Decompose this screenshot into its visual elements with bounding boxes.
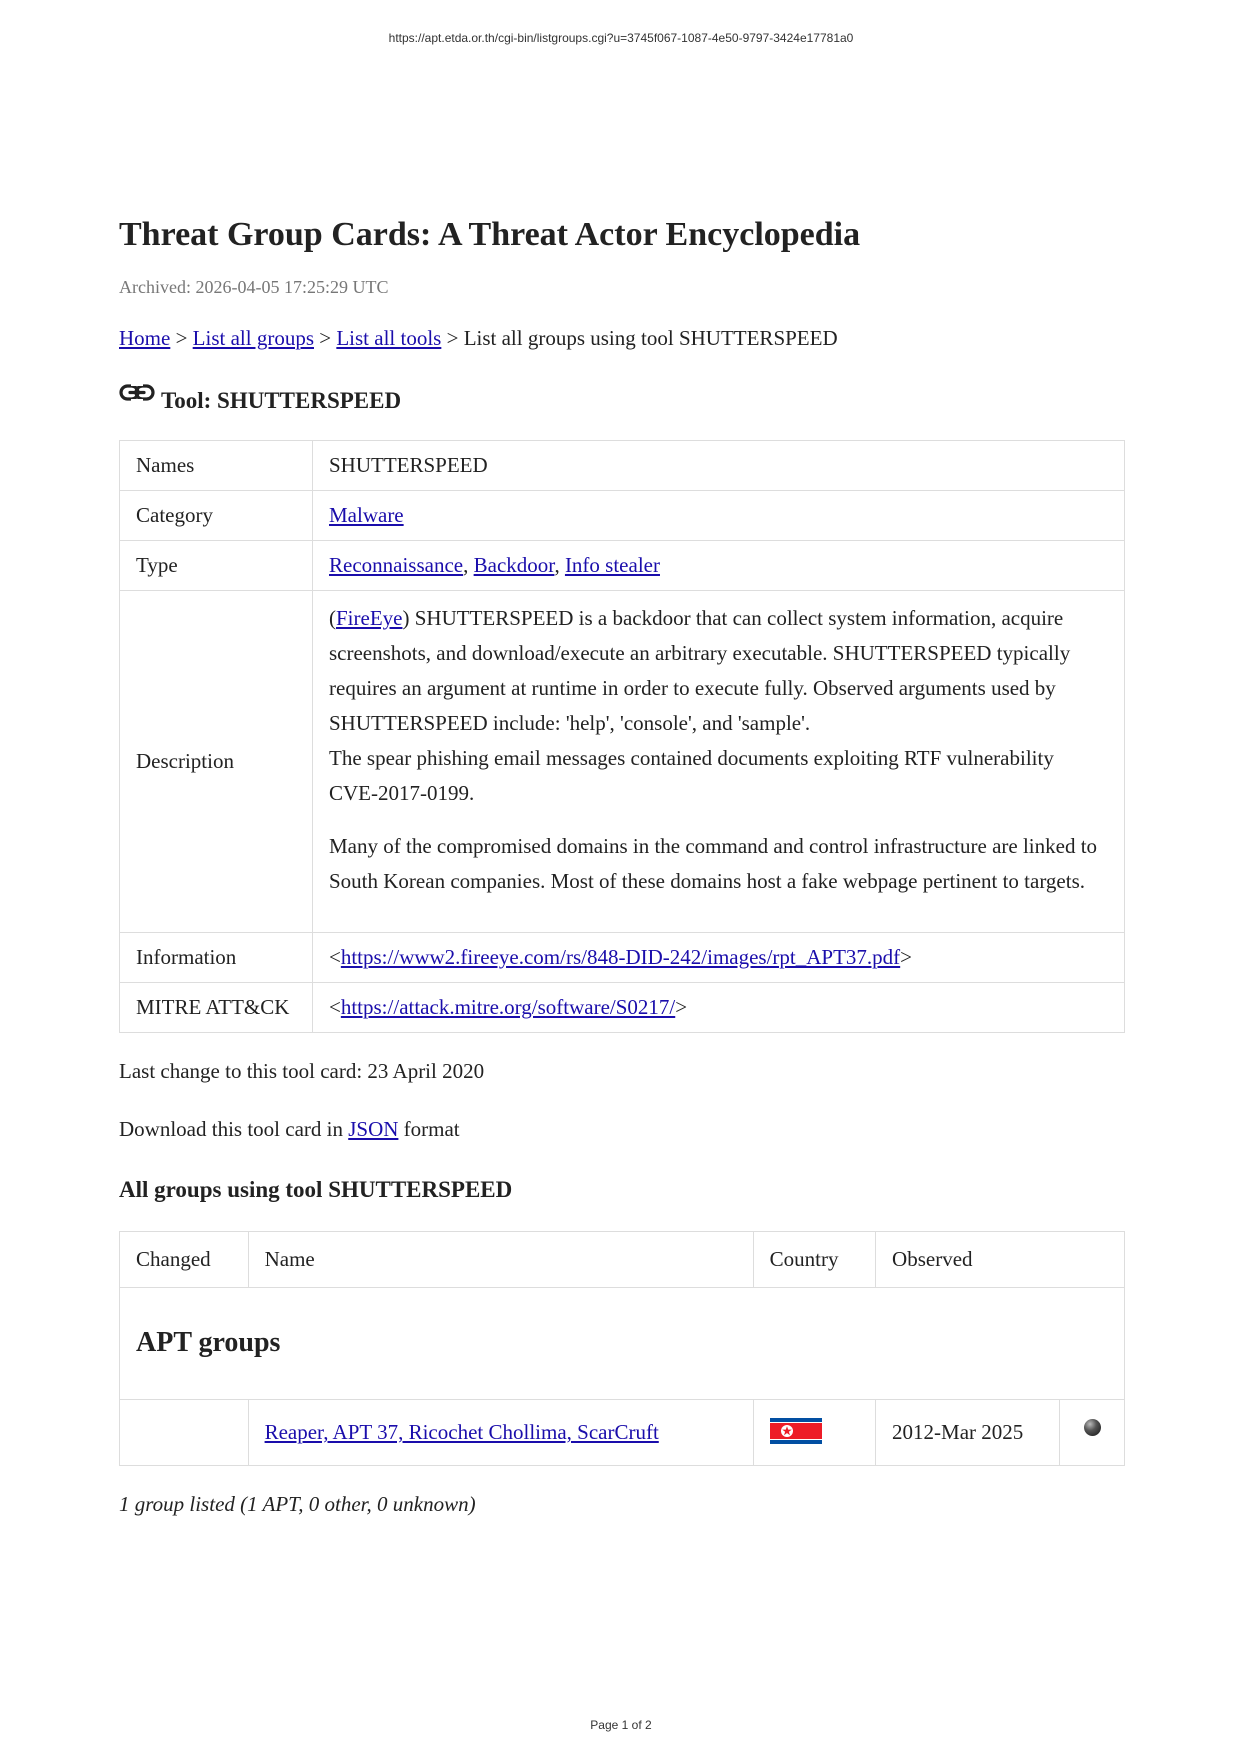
info-row-names bbox=[120, 441, 1125, 491]
changed-cell bbox=[120, 1400, 249, 1466]
angle-open: < bbox=[329, 995, 341, 1019]
type-separator: , bbox=[554, 553, 560, 577]
info-row-category bbox=[120, 491, 1125, 541]
page-title: Threat Group Cards: A Threat Actor Encyclopedia bbox=[119, 216, 861, 253]
pdf-page-footer: Page 1 of 2 bbox=[590, 1718, 652, 1732]
type-link-info-stealer[interactable]: Info stealer bbox=[564, 553, 660, 577]
description-text: SHUTTERSPEED is a backdoor that can collect system information, acquire screenshots, and download/execute an arbitrary executable. SHUTTERSPEED typically requires an argument at runtime in order to execute fully. Observed arguments used by SHUTTERSPEED include: 'help', 'console', and 'sample'. bbox=[329, 606, 1071, 735]
type-link-backdoor[interactable]: Backdoor bbox=[473, 553, 555, 577]
black-ball-icon bbox=[1084, 1419, 1101, 1436]
type-separator: , bbox=[463, 553, 469, 577]
angle-close: > bbox=[900, 945, 913, 969]
tool-heading bbox=[119, 386, 1125, 416]
names-value: SHUTTERSPEED bbox=[313, 441, 1125, 491]
paren-close: ) bbox=[402, 606, 410, 630]
description-paragraph-2: Many of the compromised domains in the command and control infrastructure are linked to South Korean companies. Most of these domains host a fake webpage pertinent to targets. bbox=[329, 834, 1098, 893]
header-country: Country bbox=[753, 1232, 875, 1288]
breadcrumb-home-link[interactable]: Home bbox=[119, 326, 171, 350]
mitre-cell bbox=[313, 983, 1125, 1033]
north-korea-flag-icon bbox=[770, 1418, 822, 1444]
country-cell bbox=[753, 1400, 875, 1466]
type-cell bbox=[313, 541, 1125, 591]
paren-open: ( bbox=[329, 606, 336, 630]
information-cell bbox=[313, 933, 1125, 983]
name-cell bbox=[248, 1400, 753, 1466]
breadcrumb-list-tools-link[interactable]: List all tools bbox=[336, 326, 442, 350]
description-source-link[interactable]: FireEye bbox=[336, 606, 403, 630]
status-cell bbox=[1060, 1400, 1125, 1466]
header-changed: Changed bbox=[120, 1232, 249, 1288]
breadcrumb-separator: > bbox=[446, 326, 459, 350]
groups-header-row bbox=[120, 1232, 1125, 1288]
pdf-header-url: https://apt.etda.or.th/cgi-bin/listgroups.cgi?u=3745f067-1087-4e50-9797-3424e17781a0 bbox=[388, 31, 854, 45]
observed-cell: 2012-Mar 2025 bbox=[876, 1400, 1060, 1466]
groups-table bbox=[119, 1231, 1125, 1466]
header-name: Name bbox=[248, 1232, 753, 1288]
info-row-information bbox=[120, 933, 1125, 983]
link-icon bbox=[119, 378, 155, 408]
last-change: Last change to this tool card: 23 April 2020 bbox=[119, 1059, 485, 1083]
information-label: Information bbox=[120, 933, 313, 983]
angle-close: > bbox=[675, 995, 688, 1019]
tool-heading-text: Tool: SHUTTERSPEED bbox=[161, 388, 402, 413]
info-row-type bbox=[120, 541, 1125, 591]
groups-heading: All groups using tool SHUTTERSPEED bbox=[119, 1177, 513, 1202]
breadcrumb bbox=[119, 324, 1125, 352]
archived-timestamp: Archived: 2026-04-05 17:25:29 UTC bbox=[119, 277, 389, 297]
type-link-reconnaissance[interactable]: Reconnaissance bbox=[329, 553, 464, 577]
section-row-apt bbox=[120, 1288, 1125, 1400]
description-label: Description bbox=[120, 591, 313, 933]
download-suffix: format bbox=[403, 1117, 460, 1141]
breadcrumb-current: List all groups using tool SHUTTERSPEED bbox=[463, 326, 838, 350]
description-paragraph-1 bbox=[329, 601, 1108, 811]
groups-summary: 1 group listed (1 APT, 0 other, 0 unknown) bbox=[119, 1492, 476, 1516]
table-row bbox=[120, 1400, 1125, 1466]
description-cell bbox=[313, 591, 1125, 933]
category-link[interactable]: Malware bbox=[329, 503, 404, 527]
download-prefix: Download this tool card in bbox=[119, 1117, 343, 1141]
category-cell bbox=[313, 491, 1125, 541]
section-title-apt-groups: APT groups bbox=[120, 1288, 1125, 1400]
category-label: Category bbox=[120, 491, 313, 541]
mitre-link[interactable]: https://attack.mitre.org/software/S0217/ bbox=[340, 995, 676, 1019]
type-label: Type bbox=[120, 541, 313, 591]
information-link[interactable]: https://www2.fireeye.com/rs/848-DID-242/images/rpt_APT37.pdf bbox=[340, 945, 901, 969]
info-row-mitre bbox=[120, 983, 1125, 1033]
json-download-link[interactable]: JSON bbox=[348, 1117, 399, 1141]
names-label: Names bbox=[120, 441, 313, 491]
header-observed: Observed bbox=[876, 1232, 1125, 1288]
angle-open: < bbox=[329, 945, 341, 969]
mitre-label: MITRE ATT&CK bbox=[120, 983, 313, 1033]
group-name-link[interactable]: Reaper, APT 37, Ricochet Chollima, ScarCruft bbox=[264, 1420, 659, 1444]
main-content bbox=[119, 213, 1125, 1518]
download-line bbox=[119, 1115, 1125, 1143]
breadcrumb-separator: > bbox=[175, 326, 188, 350]
breadcrumb-separator: > bbox=[319, 326, 332, 350]
tool-info-table bbox=[119, 440, 1125, 1033]
breadcrumb-list-groups-link[interactable]: List all groups bbox=[192, 326, 314, 350]
description-text-line2: The spear phishing email messages contained documents exploiting RTF vulnerability CVE-2017-0199. bbox=[329, 746, 1054, 805]
info-row-description bbox=[120, 591, 1125, 933]
